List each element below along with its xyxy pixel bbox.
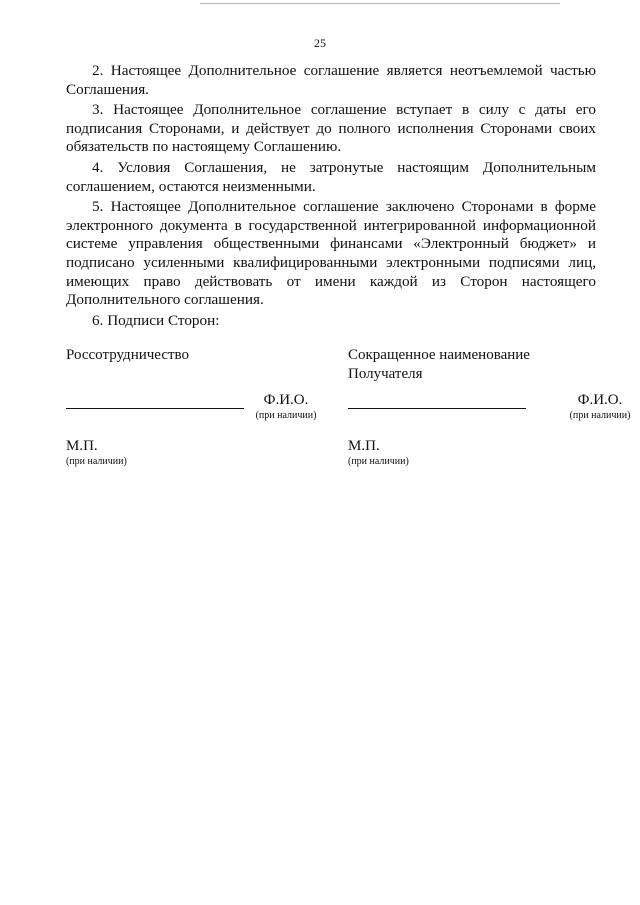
signature-block-right [348,346,631,468]
agreement-body [66,62,596,332]
signature-row-right [348,388,631,424]
stamp-note-left: (при наличии) [66,456,127,467]
page-number: 25 [314,36,326,50]
signature-block-left [66,346,346,468]
signature-line-left [66,408,244,409]
paragraph-6: 6. Подписи Сторон: [92,311,220,329]
party-name-right [348,346,628,384]
paragraph-4: 4. Условия Соглашения, не затронутые настоящим Дополнительным соглашением, остаются неизменными. [66,158,596,195]
paragraph-3: 3. Настоящее Дополнительное соглашение вступает в силу с даты его подписания Сторонами, и действует до полного исполнения Сторонами своих обязательств по настоящему Соглашению. [66,101,596,156]
scan-top-edge-line [200,3,560,4]
paragraph-2: 2. Настоящее Дополнительное соглашение является неотъемлемой частью Соглашения. [66,62,596,98]
stamp-label-left: М.П. [66,438,98,454]
party-name-left-text: Россотрудничество [66,347,190,363]
stamp-label-right: М.П. [348,438,380,454]
party-name-right-line2: Получателя [348,365,423,382]
fio-note-right: (при наличии) [569,410,631,421]
party-name-left [66,346,346,384]
fio-label-right: Ф.И.О. [577,392,623,408]
stamp-note-right: (при наличии) [348,456,409,467]
fio-label-left: Ф.И.О. [263,392,309,408]
paragraph-5: 5. Настоящее Дополнительное соглашение заключено Сторонами в форме электронного документа в государственной интегрированной информационной системе управления общественными финансами «Электронный бюджет» и подписано усиленными квалифицированными электронными подписями лиц, имеющих право действовать от имени каждой из Сторон настоящего Дополнительного соглашения. [66,198,596,309]
party-name-right-line1: Сокращенное наименование [348,347,530,363]
signature-line-right [348,408,526,409]
fio-note-left: (при наличии) [255,410,317,421]
signature-row-left [66,388,346,424]
